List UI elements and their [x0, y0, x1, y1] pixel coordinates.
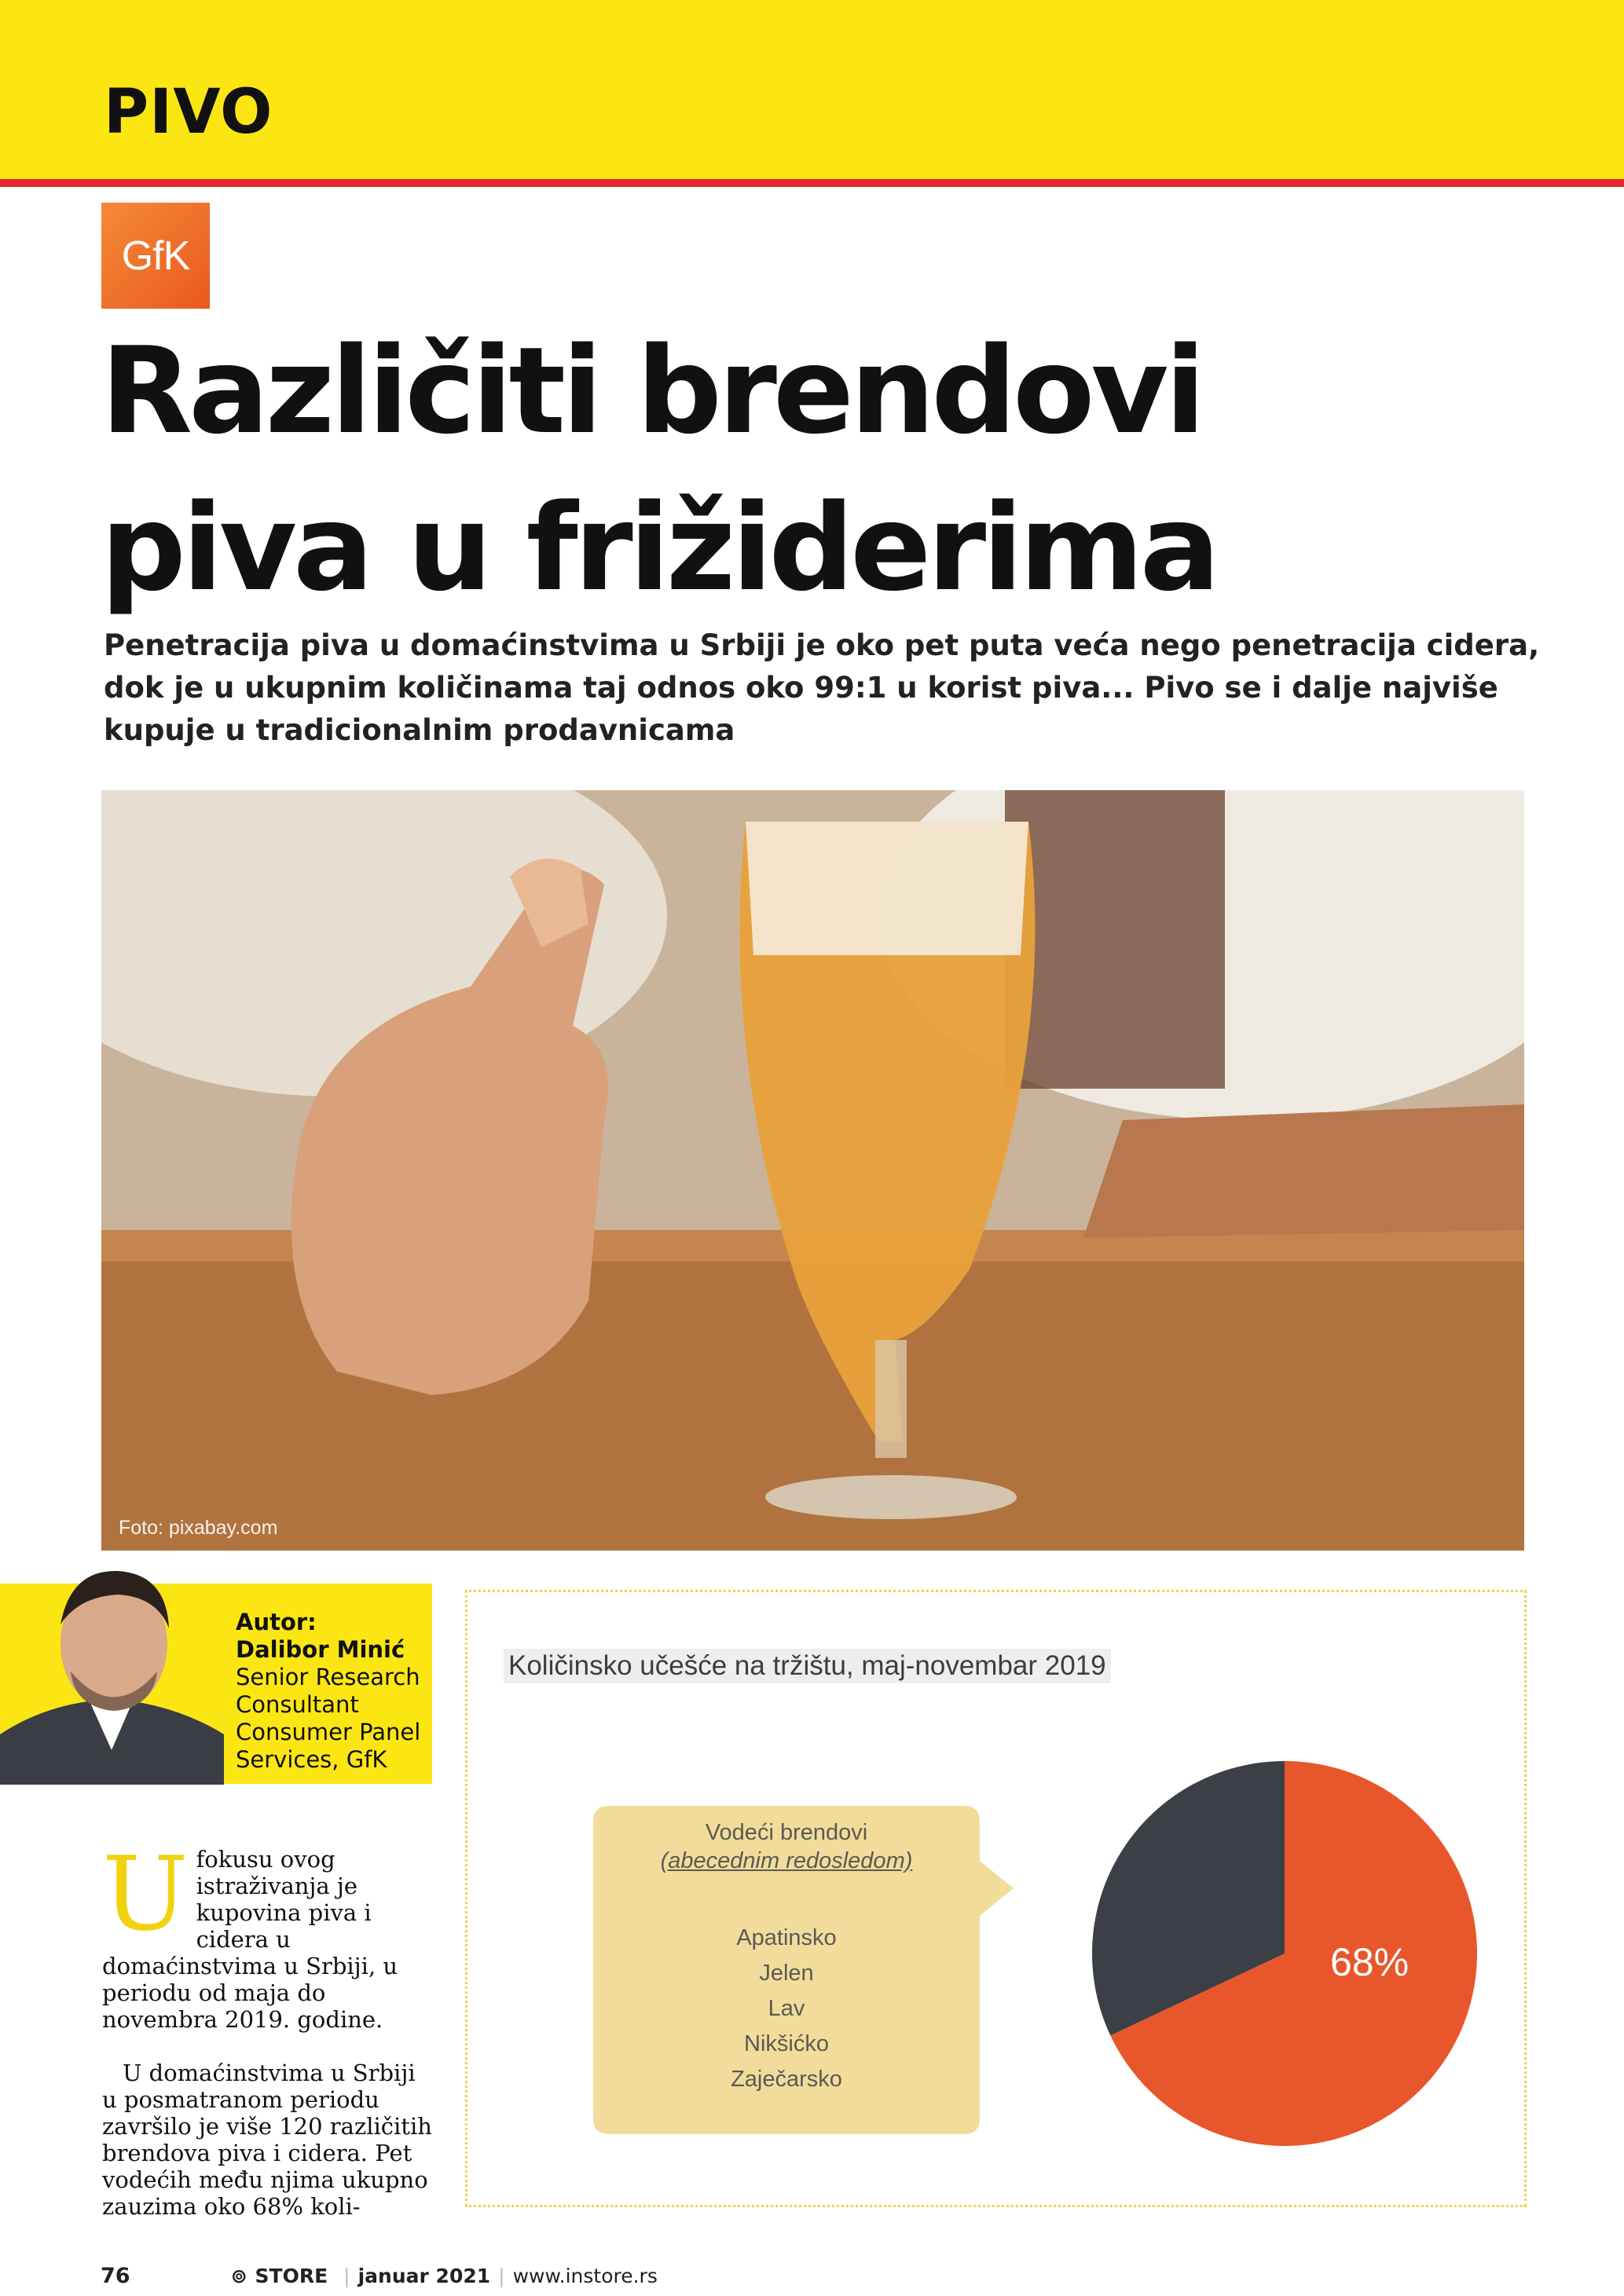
brand-item: Lav — [768, 1996, 805, 2021]
body-paragraph-2: U domaćinstvima u Srbiji u posmatranom periodu završilo je više 120 različitih brendova piva i cidera. Pet vodećih među njima ukupno zauzima oko 68% koli- — [102, 2060, 432, 2220]
brand-item: Apatinsko — [736, 1925, 837, 1950]
author-photo — [0, 1554, 224, 1785]
callout-subtitle: (abecednim redosledom) — [660, 1848, 913, 1873]
brands-callout — [593, 1806, 1017, 2134]
callout-heading — [593, 1818, 980, 1875]
headline-line-2: piva u frižiderima — [101, 478, 1217, 617]
author-portrait — [0, 1554, 224, 1785]
callout-title: Vodeći brendovi — [705, 1820, 868, 1845]
market-share-pie — [1088, 1757, 1481, 2150]
author-name: Dalibor Minić — [236, 1636, 405, 1663]
author-label: Autor: — [236, 1609, 317, 1635]
dropcap: U — [102, 1834, 189, 1954]
brand-item: Jelen — [759, 1961, 814, 1986]
beer-photo-illustration — [101, 790, 1524, 1551]
footer-divider: | — [498, 2264, 505, 2287]
header-rule — [0, 179, 1624, 187]
pie-label-leading: 68% — [1330, 1940, 1410, 1984]
chart-box — [465, 1590, 1527, 2207]
brand-item: Zaječarsko — [731, 2067, 842, 2092]
headline-line-1: Različiti brendovi — [101, 321, 1202, 460]
article-photo — [101, 790, 1524, 1551]
author-info — [236, 1609, 428, 1774]
store-logo-icon: ⊚ — [230, 2264, 247, 2287]
issue-date: januar 2021 — [357, 2264, 491, 2287]
gfk-logo — [101, 203, 210, 309]
gfk-logo-text: GfK — [121, 233, 190, 279]
body-paragraph-1: fokusu ovog istraživanja je kupovina piva i cidera u domaćinstvima u Srbiji, u periodu od maja do novembra 2019. godine. — [102, 1846, 398, 2033]
photo-credit: Foto: pixabay.com — [119, 1517, 278, 1539]
page-number: 76 — [101, 2263, 130, 2288]
chart-title: Količinsko učešće na tržištu, maj-novembar 2019 — [504, 1649, 1111, 1683]
author-role: Senior Research Consultant Consumer Panel Services, GfK — [236, 1664, 421, 1773]
article-headline — [101, 313, 1515, 627]
page-footer — [101, 2262, 658, 2289]
website-link[interactable]: www.instore.rs — [512, 2264, 658, 2287]
brand-item: Nikšićko — [744, 2031, 829, 2056]
section-label: PIVO — [104, 77, 273, 148]
magazine-name: STORE — [255, 2264, 328, 2287]
body-column — [102, 1834, 432, 2247]
footer-divider: | — [343, 2264, 350, 2287]
article-lead: Penetracija piva u domaćinstvima u Srbiji je oko pet puta veća nego penetracija cidera, dok je u ukupnim količinama taj odnos oko 99:1 u korist piva... Pivo se i dalje najviše kupuje u tradicionalnim prodavnicama — [104, 628, 1540, 747]
